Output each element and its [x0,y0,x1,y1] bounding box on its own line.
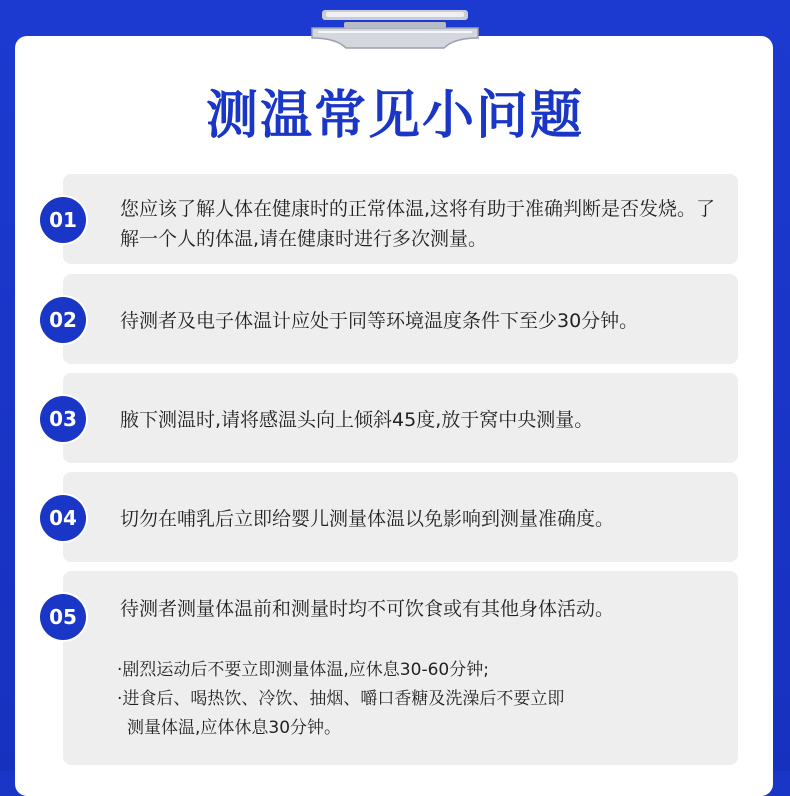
faq-number-badge: 02 [40,297,86,343]
faq-number-badge: 03 [40,396,86,442]
faq-notes [117,656,717,743]
faq-text: 切勿在哺乳后立即给婴儿测量体温以免影响到测量准确度。 [120,508,615,530]
faq-text: 腋下测温时,请将感温头向上倾斜45度,放于窝中央测量。 [120,409,594,431]
faq-text: 待测者及电子体温计应处于同等环境温度条件下至少30分钟。 [120,310,639,332]
faq-number-badge: 05 [40,594,86,640]
faq-note: ·剧烈运动后不要立即测量体温,应休息30-60分钟; [117,660,489,680]
faq-text: 待测者测量体温前和测量时均不可饮食或有其他身体活动。 [120,598,615,620]
clipboard-clip-icon [304,8,486,56]
page-title: 测温常见小问题 [205,86,584,146]
faq-note: ·进食后、喝热饮、冷饮、抽烟、嚼口香糖及洗澡后不要立即 [117,689,565,709]
faq-number-badge: 01 [40,197,86,243]
faq-number-badge: 04 [40,495,86,541]
faq-note: 测量体温,应体休息30分钟。 [127,718,342,738]
faq-text: 您应该了解人体在健康时的正常体温,这将有助于准确判断是否发烧。了解一个人的体温,请在健康时进行多次测量。 [120,198,716,250]
